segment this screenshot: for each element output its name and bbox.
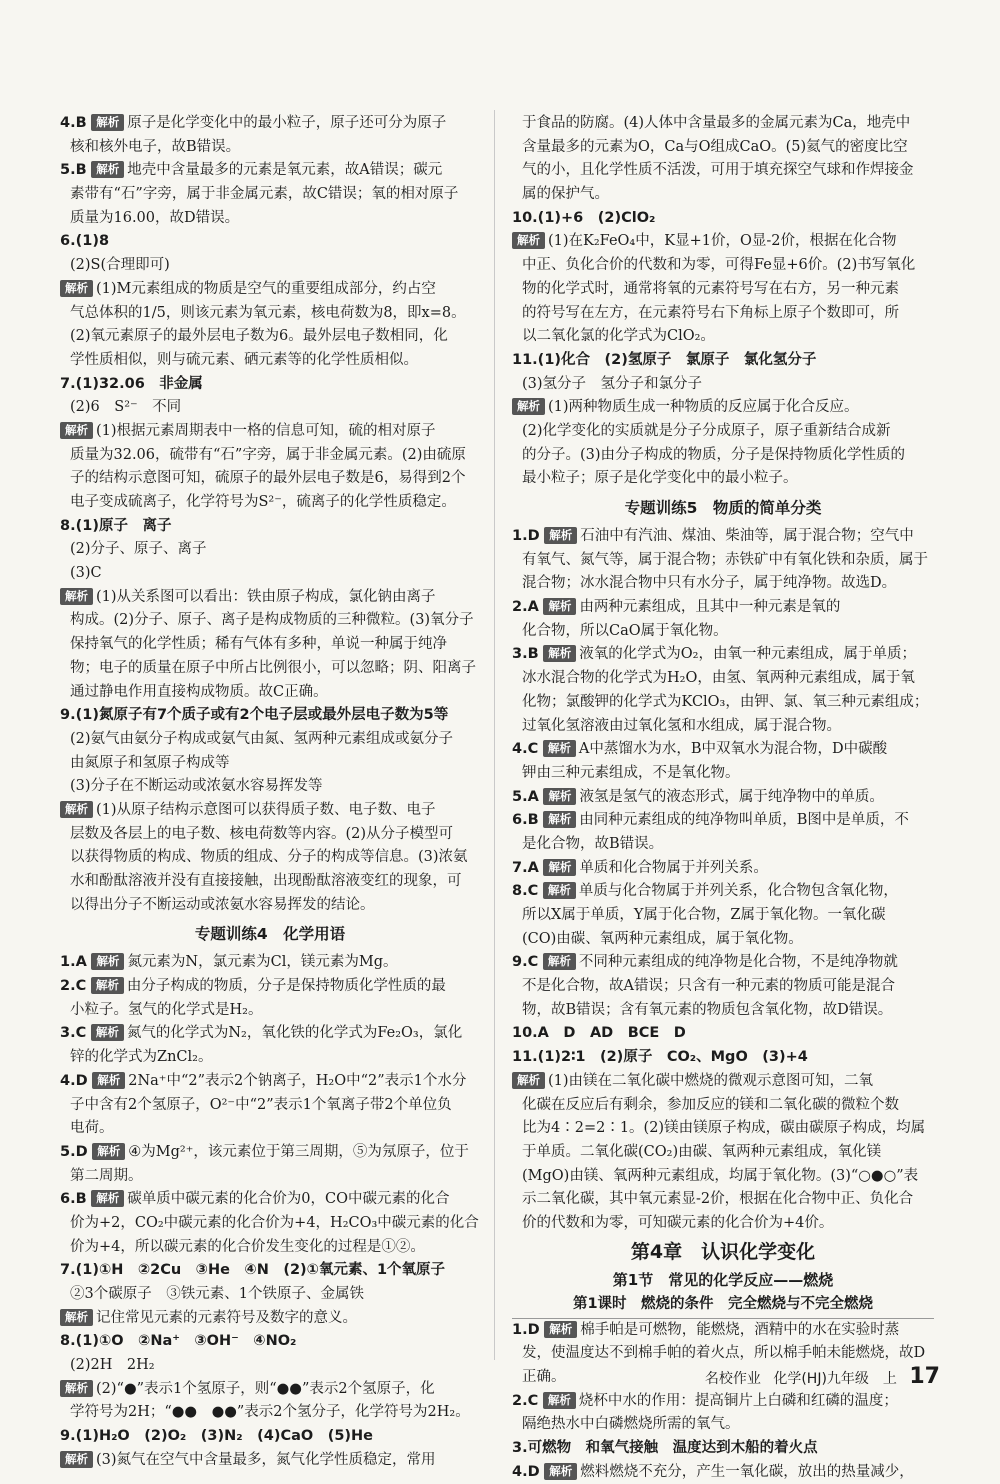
- answer-text-line: 最小粒子；原子是化学变化中的最小粒子。: [522, 470, 798, 487]
- analysis-tag: 解析: [544, 1321, 577, 1338]
- answer-text-line: 属的保护气。: [522, 186, 609, 203]
- analysis-tag: 解析: [92, 1143, 125, 1160]
- answer-item: [60, 112, 480, 136]
- answer-text-line: 气的小，且化学性质不活泼，可用于填充探空气球和作焊接金: [522, 162, 914, 179]
- answer-text-line: 化合物，所以CaO属于氧化物。: [522, 622, 728, 639]
- answer-number: 7.(1)32.06 非金属: [60, 375, 203, 392]
- answer-text-line: 以二氧化氯的化学式为ClO₂。: [522, 328, 715, 345]
- answer-text-line: (2)氨气由氨分子构成或氨气由氮、氢两种元素组成或氨分子: [70, 730, 454, 747]
- analysis-text: 烧杯中水的作用：提高铜片上白磷和红磷的温度；: [578, 1392, 898, 1409]
- analysis-text: 氮气的化学式为N₂，氧化铁的化学式为Fe₂O₃，氯化: [126, 1025, 463, 1042]
- analysis-tag: 解析: [512, 1072, 545, 1089]
- analysis-text: (1)从关系图可以看出：铁由原子构成，氯化钠由离子: [96, 588, 436, 605]
- answer-number: 9.(1)H₂O (2)O₂ (3)N₂ (4)CaO (5)He: [60, 1428, 374, 1445]
- answer-item: [512, 207, 934, 231]
- analysis-tag: 解析: [512, 232, 545, 249]
- answer-number: 4.B: [60, 115, 87, 131]
- answer-number: 1.D: [512, 528, 540, 544]
- answer-text-line: 以得出分子不断运动或浓氨水容易挥发的结论。: [70, 896, 375, 913]
- analysis-tag: 解析: [543, 859, 576, 876]
- answer-number: 11.(1)化合 (2)氢原子 氯原子 氯化氢分子: [512, 351, 817, 368]
- analysis-tag: 解析: [543, 953, 576, 970]
- answer-text-line: 于单质。二氧化碳(CO₂)由碳、氧两种元素组成，氧化镁: [522, 1143, 882, 1160]
- answer-text-line: (2)S(合理即可): [70, 257, 170, 274]
- answer-number: 9.C: [512, 954, 539, 971]
- analysis-tag: 解析: [91, 1190, 124, 1207]
- analysis-tag: 解析: [543, 788, 576, 805]
- answer-text-line: (3)氢分子 氢分子和氯分子: [522, 375, 703, 392]
- analysis-line: [60, 1307, 480, 1331]
- subject-grade: 化学(HJ)九年级 上: [773, 1371, 897, 1387]
- answer-number: 9.(1)氮原子有7个质子或有2个电子层或最外层电子数为5等: [60, 707, 449, 724]
- answer-text-line: 电子变成硫离子，化学符号为S²⁻，硫离子的化学性质稳定。: [70, 494, 456, 510]
- answer-item: [512, 525, 934, 549]
- answer-text-line: 锌的化学式为ZnCl₂。: [70, 1049, 213, 1066]
- answer-item: [512, 857, 934, 881]
- answer-item: [512, 738, 934, 762]
- analysis-text: 燃料燃烧不充分，产生一氧化碳，放出的热量减少，: [580, 1463, 914, 1480]
- analysis-text: (2)“●”表示1个氢原子，则“●●”表示2个氢原子，化: [96, 1380, 435, 1397]
- answer-text-line: 电荷。: [70, 1120, 114, 1137]
- answer-item: [60, 1141, 480, 1165]
- answer-item: [60, 975, 480, 999]
- answer-item: [60, 1022, 480, 1046]
- answer-text-line: 小粒子。氢气的化学式是H₂。: [70, 1001, 263, 1018]
- answer-text-line: 过氧化氢溶液由过氧化氢和水组成，属于混合物。: [522, 717, 841, 734]
- answer-text-line: (MgO)由镁、氧两种元素组成，均属于氧化物。(3)“○●○”表: [522, 1167, 919, 1184]
- column-divider: [494, 110, 495, 1360]
- analysis-tag: 解析: [91, 161, 124, 178]
- analysis-text: 氮元素为N，氯元素为Cl，镁元素为Mg。: [127, 954, 398, 971]
- analysis-text: 由分子构成的物质，分子是保持物质化学性质的最: [126, 978, 446, 995]
- answer-text-line: 第二周期。: [70, 1167, 143, 1184]
- analysis-text: 2Na⁺中“2”表示2个钠离子，H₂O中“2”表示1个水分: [128, 1072, 467, 1089]
- analysis-tag: 解析: [60, 1309, 93, 1326]
- analysis-text: 由同种元素组成的纯净物叫单质，B图中是单质，不: [579, 812, 909, 829]
- right-column: [512, 112, 934, 1484]
- answer-item: [512, 349, 934, 373]
- answer-text-line: 通过静电作用直接构成物质。故C正确。: [70, 683, 328, 700]
- answer-number: 6.B: [512, 812, 539, 829]
- analysis-line: [60, 278, 480, 302]
- answer-text-line: 的分子。(3)由分子构成的物质，分子是保持物质化学性质的: [522, 446, 906, 463]
- answer-number: 2.C: [512, 1392, 539, 1409]
- answer-text-line: (2)分子、原子、离子: [70, 541, 207, 558]
- analysis-text: (1)由镁在二氧化碳中燃烧的微观示意图可知，二氧: [548, 1072, 874, 1089]
- answer-item: [60, 1425, 480, 1449]
- analysis-tag: 解析: [543, 598, 576, 615]
- section-heading: 第1节 常见的化学反应——燃烧: [612, 1270, 834, 1289]
- analysis-text: A中蒸馏水为水，B中双氧水为混合物，D中碳酸: [578, 741, 888, 758]
- answer-text-line: 核和核外电子，故B错误。: [70, 138, 241, 155]
- analysis-tag: 解析: [60, 422, 93, 439]
- answer-item: [512, 880, 934, 904]
- answer-number: 5.A: [512, 788, 539, 805]
- analysis-tag: 解析: [60, 280, 93, 297]
- answer-text-line: 子的结构示意图可知，硫原子的最外层电子数是6，易得到2个: [70, 470, 466, 487]
- analysis-tag: 解析: [60, 1451, 93, 1468]
- answer-item: [512, 809, 934, 833]
- answer-text-line: 比为4∶2=2∶1。(2)镁由镁原子构成，碳由碳原子构成，均属: [522, 1120, 926, 1137]
- answer-number: 2.A: [512, 599, 539, 616]
- answer-text-line: (2)2H 2H₂: [70, 1357, 155, 1374]
- answer-text-line: (2)氧元素原子的最外层电子数为6。最外层电子数相同，化: [70, 328, 448, 345]
- section-heading: 专题训练4 化学用语: [194, 925, 346, 944]
- analysis-text: (1)根据元素周期表中一格的信息可知，硫的相对原子: [96, 422, 436, 439]
- analysis-text: 碳单质中碳元素的化合价为0，CO中碳元素的化合: [127, 1191, 450, 1208]
- answer-text-line: 学性质相似，则与硫元素、硒元素等的化学性质相似。: [70, 351, 418, 368]
- analysis-text: 由两种元素组成，且其中一种元素是氧的: [579, 599, 841, 616]
- answer-item: [60, 373, 480, 397]
- answer-number: 4.C: [512, 741, 539, 758]
- analysis-tag: 解析: [91, 114, 124, 131]
- analysis-text: 石油中有汽油、煤油、柴油等，属于混合物；空气中: [580, 528, 914, 544]
- left-column: [60, 112, 480, 1473]
- answer-text-line: 气总体积的1/5，则该元素为氧元素，核电荷数为8，即x=8。: [70, 304, 466, 321]
- answer-text-line: 价的代数和为零，可知碳元素的化合价为+4价。: [522, 1214, 834, 1231]
- analysis-text: (1)从原子结构示意图可以获得质子数、电子数、电子: [96, 801, 436, 818]
- answer-number: 8.(1)原子 离子: [60, 517, 172, 534]
- answer-item: [512, 643, 934, 667]
- analysis-line: [60, 586, 480, 610]
- answer-number: 5.B: [60, 162, 87, 179]
- answer-text-line: 物；电子的质量在原子中所占比例很小，可以忽略；阴、阳离子: [70, 659, 476, 676]
- analysis-tag: 解析: [91, 977, 124, 994]
- answer-item: [512, 786, 934, 810]
- answer-text-line: 混合物；冰水混合物中只有水分子，属于纯净物。故选D。: [522, 575, 897, 592]
- analysis-tag: 解析: [60, 801, 93, 818]
- analysis-tag: 解析: [543, 740, 576, 757]
- analysis-tag: 解析: [543, 645, 576, 662]
- answer-text-line: (CO)由碳、氧两种元素组成，属于氧化物。: [522, 930, 803, 947]
- answer-item: [60, 1188, 480, 1212]
- answer-text-line: 物，故B错误；含有氧元素的物质包含氧化物，故D错误。: [522, 1001, 893, 1018]
- answer-number: 3.B: [512, 646, 539, 663]
- answer-number: 8.C: [512, 883, 539, 900]
- answer-text-line: 学符号为2H；“●● ●●”表示2个氢分子，化学符号为2H₂。: [70, 1404, 470, 1421]
- answer-item: [512, 1319, 934, 1343]
- answer-number: 7.(1)①H ②2Cu ③He ④N (2)①氧元素、1个氧原子: [60, 1262, 446, 1279]
- analysis-tag: 解析: [91, 1024, 124, 1041]
- answer-text-line: 的符号写在左方，在元素符号右下角标上原子个数即可，所: [522, 304, 899, 321]
- analysis-tag: 解析: [60, 588, 93, 605]
- answer-item: [512, 1046, 934, 1070]
- answer-number: 7.A: [512, 859, 539, 876]
- answer-item: [512, 1022, 934, 1046]
- answer-text-line: 于食品的防腐。(4)人体中含量最多的金属元素为Ca，地壳中: [522, 115, 911, 131]
- analysis-text: 液氢是氢气的液态形式，属于纯净物中的单质。: [579, 788, 884, 805]
- analysis-tag: 解析: [543, 882, 576, 899]
- analysis-tag: 解析: [60, 1380, 93, 1397]
- answer-number: 6.B: [60, 1191, 87, 1208]
- answer-number: 8.(1)①O ②Na⁺ ③OH⁻ ④NO₂: [60, 1333, 297, 1350]
- analysis-line: [512, 230, 934, 254]
- answer-item: [60, 704, 480, 728]
- analysis-line: [60, 420, 480, 444]
- answer-text-line: 物的化学式时，通常将氧的元素符号写在右方，另一种元素: [522, 280, 899, 297]
- answer-number: 3.可燃物 和氧气接触 温度达到木船的着火点: [512, 1440, 818, 1457]
- answer-item: [60, 230, 480, 254]
- page-number: 17: [909, 1364, 940, 1389]
- answer-text-line: 冰水混合物的化学式为H₂O，由氢、氧两种元素组成，属于氧: [522, 670, 915, 687]
- analysis-line: [60, 1449, 480, 1473]
- answer-text-line: 发，使温度达不到棉手帕的着火点，所以棉手帕未能燃烧，故D: [522, 1345, 926, 1362]
- section-heading: 专题训练5 物质的简单分类: [624, 499, 822, 517]
- answer-text-line: 由氮原子和氢原子构成等: [70, 754, 230, 771]
- answer-text-line: 不是化合物，故A错误；只含有一种元素的物质可能是混合: [522, 978, 895, 995]
- analysis-line: [60, 799, 480, 823]
- book-title: 名校作业: [704, 1371, 761, 1387]
- answer-text-line: 是化合物，故B错误。: [522, 835, 664, 852]
- section-heading: 第1课时 燃烧的条件 完全燃烧与不完全燃烧: [512, 1292, 934, 1319]
- answer-item: [60, 1259, 480, 1283]
- answer-text-line: 质量为16.00，故D错误。: [70, 209, 240, 226]
- analysis-text: (1)M元素组成的物质是空气的重要组成部分，约占空: [96, 280, 436, 297]
- analysis-text: 原子是化学变化中的最小粒子，原子还可分为原子: [127, 115, 447, 131]
- answer-text-line: 层数及各层上的电子数、核电荷数等内容。(2)从分子模型可: [70, 825, 454, 842]
- analysis-text: 记住常见元素的元素符号及数字的意义。: [96, 1309, 357, 1326]
- analysis-line: [512, 1070, 934, 1094]
- answer-number: 2.C: [60, 978, 87, 995]
- answer-item: [60, 1330, 480, 1354]
- answer-number: 3.C: [60, 1025, 87, 1042]
- analysis-tag: 解析: [544, 1463, 577, 1480]
- answer-item: [512, 951, 934, 975]
- answer-text-line: 构成。(2)分子、原子、离子是构成物质的三种微粒。(3)氧分子: [70, 612, 474, 629]
- answer-number: 1.A: [60, 954, 87, 971]
- answer-text-line: 素带有“石”字旁，属于非金属元素，故C错误；氧的相对原子: [70, 186, 459, 203]
- answer-item: [60, 951, 480, 975]
- analysis-text: ④为Mg²⁺，该元素位于第三周期，⑤为氖原子，位于: [128, 1143, 469, 1160]
- answer-text-line: 保持氧气的化学性质；稀有气体有多种，单说一种属于纯净: [70, 636, 447, 653]
- answer-number: 6.(1)8: [60, 233, 110, 250]
- analysis-text: (1)在K₂FeO₄中，K显+1价，O显-2价，根据在化合物: [548, 233, 897, 250]
- analysis-tag: 解析: [92, 1072, 125, 1089]
- answer-text-line: 正确。: [522, 1369, 566, 1385]
- answer-item: [60, 515, 480, 539]
- analysis-tag: 解析: [512, 398, 545, 415]
- answer-text-line: 示二氧化碳，其中氧元素显-2价，根据在化合物中正、负化合: [522, 1191, 914, 1208]
- analysis-text: (1)两种物质生成一种物质的反应属于化合反应。: [548, 399, 859, 416]
- answer-text-line: 隔绝热水中白磷燃烧所需的氧气。: [522, 1416, 740, 1433]
- answer-item: [512, 1461, 934, 1484]
- answer-text-line: 钾由三种元素组成，不是氧化物。: [522, 764, 740, 781]
- analysis-text: 不同种元素组成的纯净物是化合物，不是纯净物就: [578, 954, 898, 971]
- answer-number: 4.D: [512, 1463, 540, 1480]
- answer-text-line: (3)分子在不断运动或浓氨水容易挥发等: [70, 778, 323, 795]
- analysis-text: 单质与化合物属于并列关系，化合物包含氧化物，: [578, 883, 898, 900]
- answer-text-line: 有氧气、氮气等，属于混合物；赤铁矿中有氧化铁和杂质，属于: [522, 551, 928, 568]
- analysis-line: [60, 1378, 480, 1402]
- answer-item: [512, 596, 934, 620]
- analysis-text: 液氧的化学式为O₂，由氧一种元素组成，属于单质；: [579, 646, 916, 663]
- answer-text-line: (2)化学变化的实质就是分子分成原子，原子重新结合成新: [522, 422, 891, 439]
- answer-item: [512, 1437, 934, 1461]
- answer-text-line: (2)6 S²⁻ 不同: [70, 399, 182, 416]
- section-heading: 第4章 认识化学变化: [630, 1240, 816, 1263]
- analysis-text: 地壳中含量最多的元素是氧元素，故A错误；碳元: [127, 162, 443, 179]
- answer-text-line: 质量为32.06，硫带有“石”字旁，属于非金属元素。(2)由硫原: [70, 446, 466, 463]
- answer-text-line: 中正、负化合价的代数和为零，可得Fe显+6价。(2)书写氧化: [522, 257, 916, 274]
- answer-item: [60, 1070, 480, 1094]
- analysis-line: [512, 396, 934, 420]
- page-footer: [640, 1364, 940, 1394]
- analysis-text: 棉手帕是可燃物，能燃烧，酒精中的水在实验时蒸: [580, 1321, 900, 1338]
- answer-number: 5.D: [60, 1143, 88, 1160]
- answer-text-line: 化碳在反应后有剩余，参加反应的镁和二氧化碳的微粒个数: [522, 1096, 899, 1113]
- answer-text-line: (3)C: [70, 565, 102, 582]
- analysis-text: 单质和化合物属于并列关系。: [579, 859, 768, 876]
- answer-number: 10.(1)+6 (2)ClO₂: [512, 209, 656, 226]
- answer-text-line: 含量最多的元素为O，Ca与O组成CaO。(5)氦气的密度比空: [522, 138, 908, 155]
- answer-text-line: 价为+2，CO₂中碳元素的化合价为+4，H₂CO₃中碳元素的化合: [70, 1214, 479, 1231]
- answer-item: [60, 159, 480, 183]
- answer-text-line: 水和酚酞溶液并没有直接接触，出现酚酞溶液变红的现象，可: [70, 873, 462, 889]
- analysis-tag: 解析: [544, 527, 577, 544]
- answer-text-line: 子中含有2个氢原子，O²⁻中“2”表示1个氧离子带2个单位负: [70, 1096, 452, 1113]
- answer-text-line: 所以X属于单质，Y属于化合物，Z属于氧化物。一氧化碳: [522, 907, 886, 923]
- answer-text-line: ②3个碳原子 ③铁元素、1个铁原子、金属铁: [70, 1286, 364, 1302]
- answer-text-line: 价为+4，所以碳元素的化合价发生变化的过程是①②。: [70, 1238, 425, 1255]
- answer-text-line: 化物；氯酸钾的化学式为KClO₃，由钾、氯、氧三种元素组成；: [522, 693, 929, 710]
- answer-text-line: 以获得物质的构成、物质的组成、分子的构成等信息。(3)浓氨: [70, 849, 468, 866]
- analysis-tag: 解析: [543, 811, 576, 828]
- answer-number: 11.(1)2∶1 (2)原子 CO₂、MgO (3)+4: [512, 1049, 808, 1066]
- analysis-tag: 解析: [91, 953, 124, 970]
- answer-number: 1.D: [512, 1321, 540, 1338]
- answer-number: 4.D: [60, 1072, 88, 1089]
- answer-number: 10.A D AD BCE D: [512, 1025, 686, 1042]
- analysis-tag: 解析: [543, 1392, 576, 1409]
- analysis-text: (3)氮气在空气中含量最多，氮气化学性质稳定，常用: [96, 1451, 436, 1468]
